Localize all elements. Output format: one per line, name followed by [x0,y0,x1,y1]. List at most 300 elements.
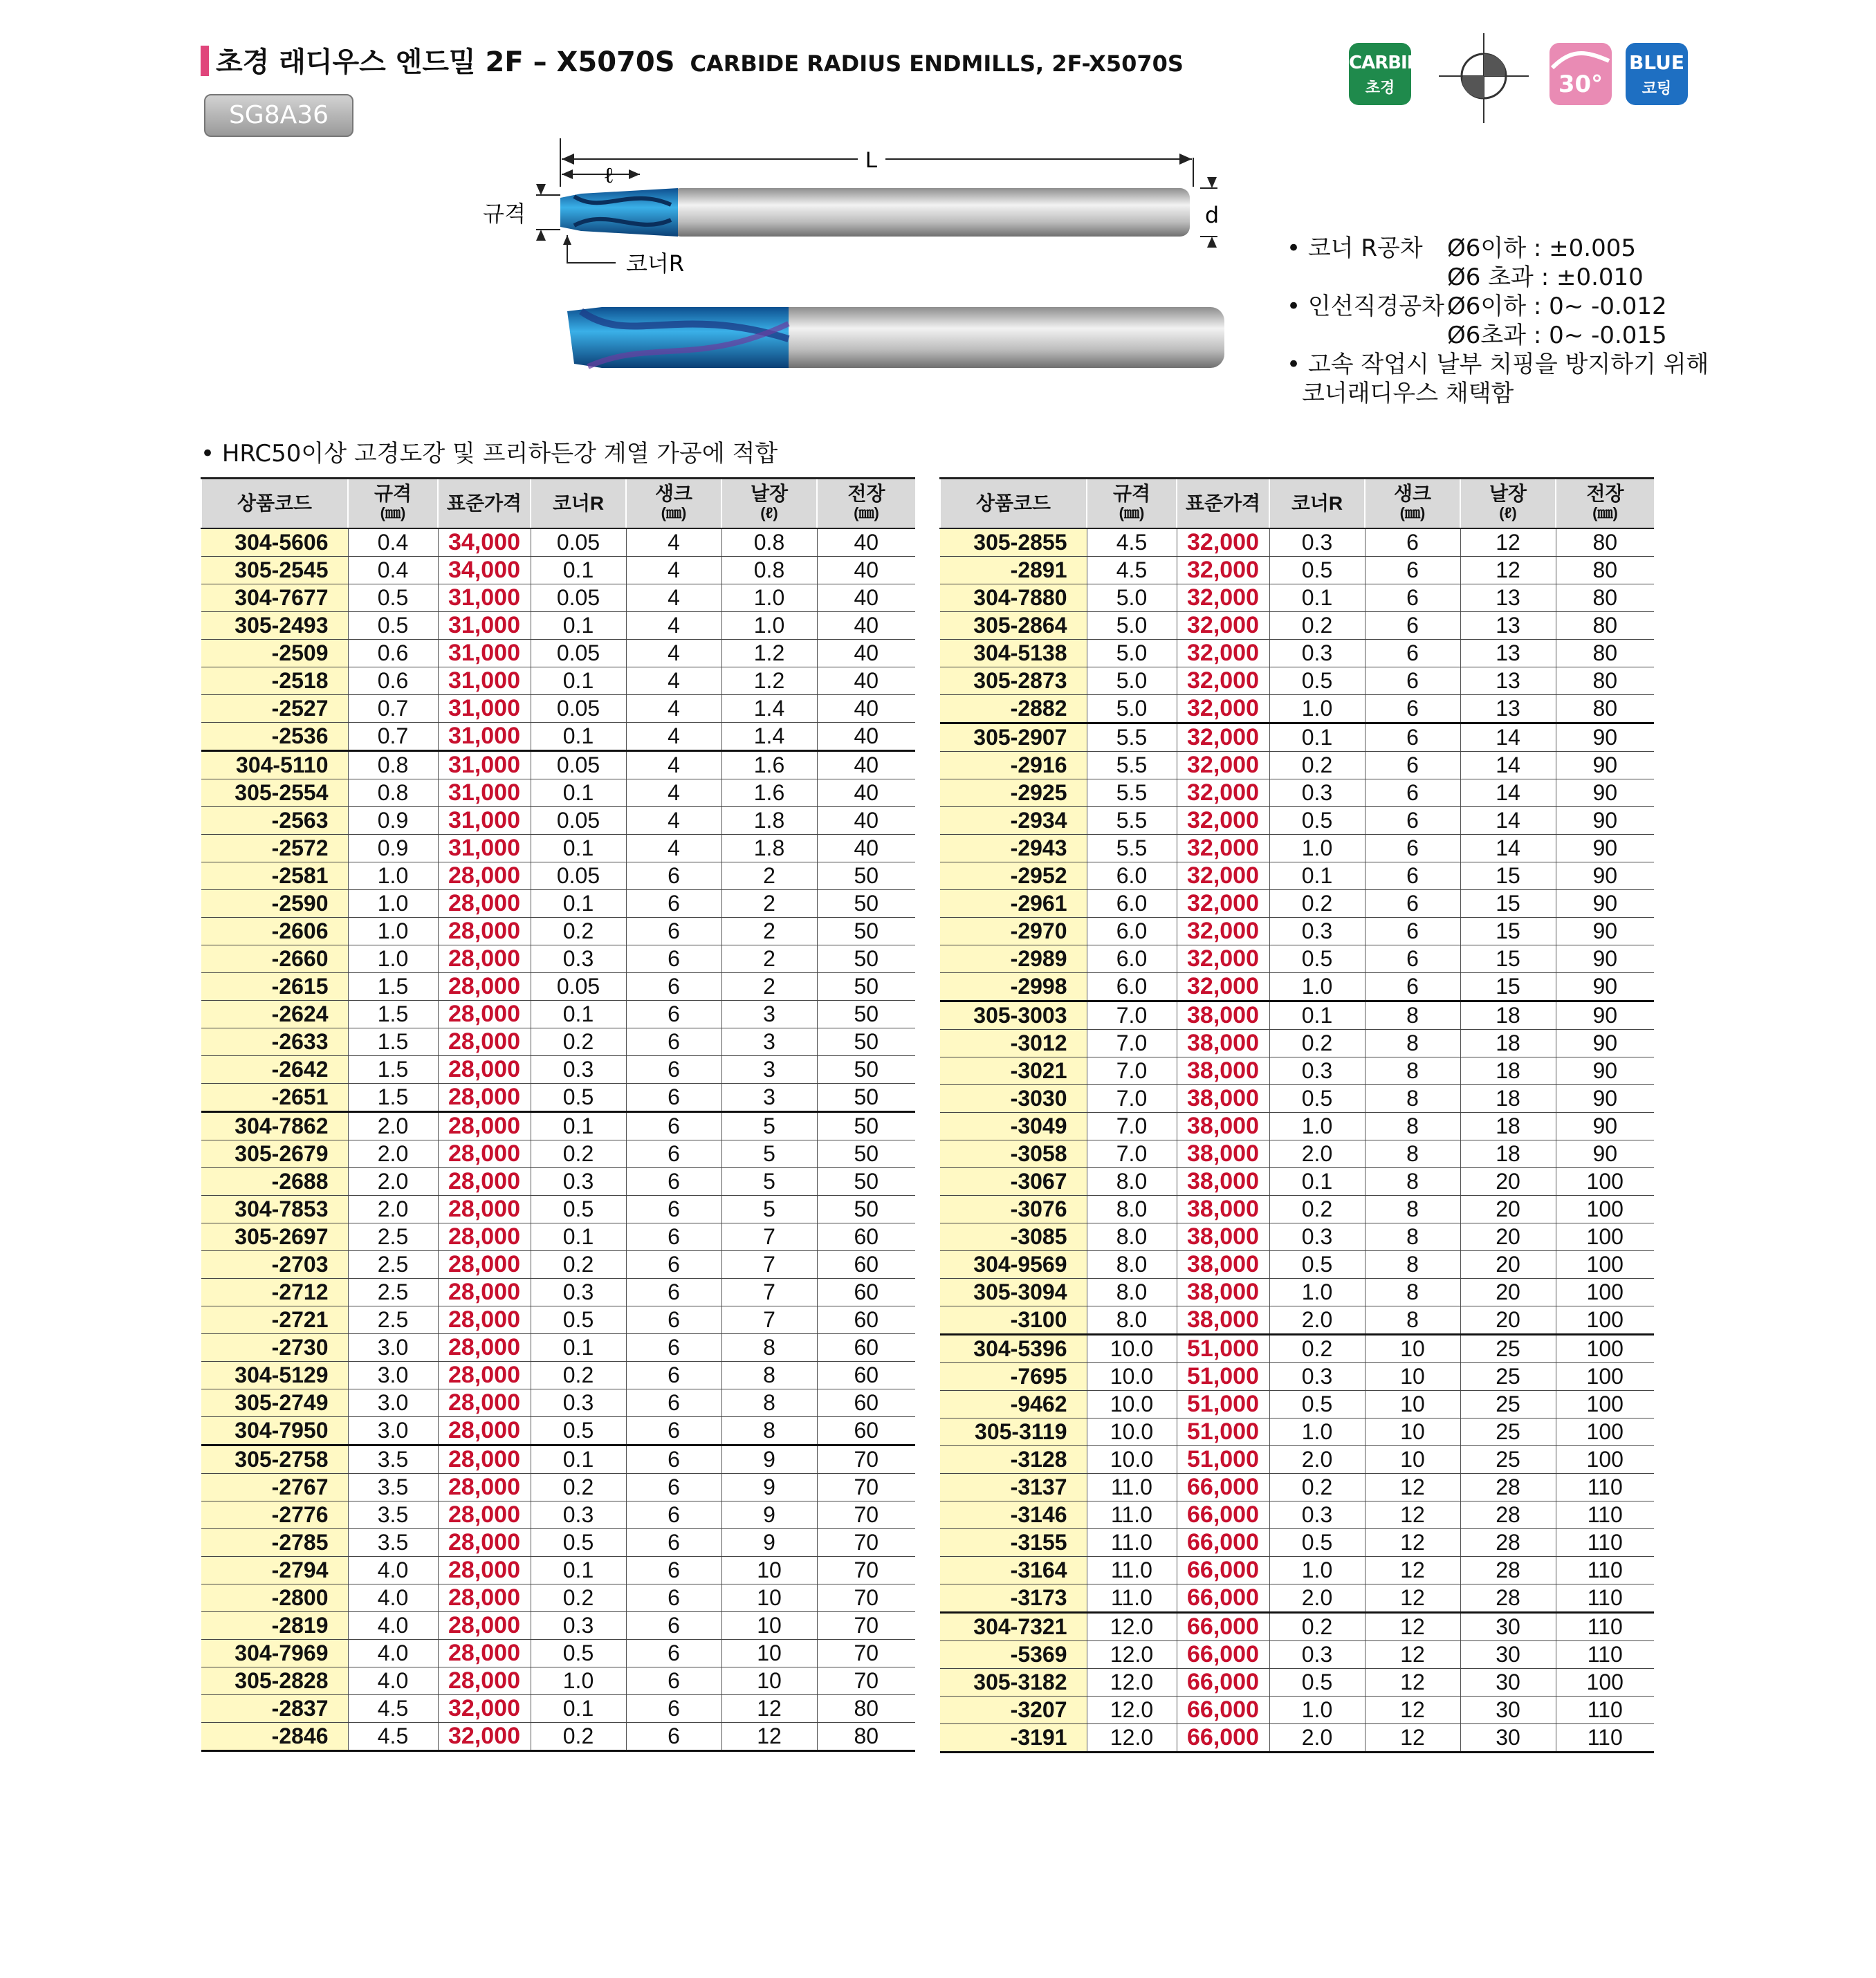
table-row [201,695,915,723]
cell-flute-length: 2 [721,862,817,890]
cell-size: 7.0 [1087,1030,1177,1057]
cell-corner-radius: 0.5 [1269,557,1365,584]
cell-size: 2.5 [348,1251,438,1279]
cell-overall-length: 60 [817,1362,915,1389]
cell-standard-price: 32,000 [438,1723,531,1751]
cell-overall-length: 80 [1556,667,1654,695]
cell-flute-length: 7 [721,1306,817,1334]
cell-shank: 4 [626,723,721,751]
cell-overall-length: 40 [817,528,915,557]
cell-overall-length: 80 [1556,528,1654,557]
cell-standard-price: 28,000 [438,1362,531,1389]
cell-product-code: 304-5110 [201,751,348,779]
cell-product-code: 304-7677 [201,584,348,612]
cell-shank: 8 [1365,1196,1460,1223]
cell-overall-length: 80 [817,1695,915,1723]
cell-corner-radius: 0.5 [1269,1085,1365,1113]
cell-product-code: 305-2493 [201,612,348,640]
cell-corner-radius: 0.1 [1269,723,1365,752]
title-english: CARBIDE RADIUS ENDMILLS, 2F-X5070S [690,50,1184,77]
cell-shank: 6 [1365,752,1460,779]
table-row [940,584,1654,612]
cell-corner-radius: 1.0 [1269,1279,1365,1306]
cell-overall-length: 90 [1556,723,1654,752]
cell-flute-length: 18 [1460,1140,1556,1168]
cell-product-code: 305-2873 [940,667,1087,695]
cell-flute-length: 20 [1460,1279,1556,1306]
cell-flute-length: 13 [1460,667,1556,695]
cell-corner-radius: 2.0 [1269,1306,1365,1335]
cell-shank: 6 [626,1695,721,1723]
table-row [201,557,915,584]
cell-size: 6.0 [1087,945,1177,973]
cell-overall-length: 110 [1556,1557,1654,1584]
cell-size: 7.0 [1087,1001,1177,1030]
header-overall-length [817,479,915,529]
cell-shank: 6 [1365,779,1460,807]
header-label: 표준가격 [446,492,522,514]
cell-corner-radius: 1.0 [531,1667,626,1695]
header-label: 날장 [1489,483,1527,504]
cell-flute-length: 3 [721,1028,817,1056]
header-label: 전장 [847,483,885,504]
cell-product-code: -3173 [940,1584,1087,1613]
cell-size: 0.9 [348,807,438,835]
cell-overall-length: 90 [1556,1030,1654,1057]
table-row [940,1140,1654,1168]
cell-size: 1.5 [348,973,438,1001]
cell-size: 12.0 [1087,1697,1177,1724]
table-row [201,667,915,695]
cell-overall-length: 100 [1556,1223,1654,1251]
header-shank [1365,479,1460,529]
cell-flute-length: 30 [1460,1724,1556,1753]
table-row [940,835,1654,862]
cell-shank: 8 [1365,1001,1460,1030]
table-row [201,973,915,1001]
cell-product-code: -3100 [940,1306,1087,1335]
cell-size: 5.5 [1087,807,1177,835]
cell-size: 5.5 [1087,835,1177,862]
cell-standard-price: 28,000 [438,1028,531,1056]
cell-size: 4.0 [348,1640,438,1667]
cell-standard-price: 28,000 [438,1168,531,1196]
cell-overall-length: 80 [1556,584,1654,612]
table-row [940,723,1654,752]
cell-shank: 10 [1365,1363,1460,1391]
cell-product-code: -2776 [201,1501,348,1529]
cell-corner-radius: 0.5 [531,1306,626,1334]
cell-product-code: 305-2679 [201,1140,348,1168]
cell-flute-length: 30 [1460,1613,1556,1641]
cell-size: 4.0 [348,1584,438,1612]
cell-size: 1.0 [348,890,438,918]
cell-overall-length: 110 [1556,1501,1654,1529]
cell-overall-length: 60 [817,1251,915,1279]
cell-corner-radius: 0.1 [531,890,626,918]
blue-coating-icon [1626,43,1688,105]
cell-size: 8.0 [1087,1168,1177,1196]
cell-flute-length: 20 [1460,1251,1556,1279]
application-note: • HRC50이상 고경도강 및 프리하든강 계열 가공에 적합 [201,440,778,468]
cell-flute-length: 10 [721,1557,817,1584]
cell-standard-price: 34,000 [438,528,531,557]
cell-size: 11.0 [1087,1474,1177,1501]
cell-product-code: -2943 [940,835,1087,862]
cell-flute-length: 1.6 [721,751,817,779]
cell-overall-length: 100 [1556,1279,1654,1306]
cell-standard-price: 28,000 [438,1389,531,1417]
cell-flute-length: 5 [721,1168,817,1196]
cell-standard-price: 28,000 [438,1417,531,1445]
cell-product-code: -2563 [201,807,348,835]
cell-corner-radius: 0.5 [1269,667,1365,695]
cell-corner-radius: 0.3 [531,1056,626,1084]
table-row [201,1667,915,1695]
cell-size: 5.5 [1087,779,1177,807]
cell-shank: 4 [626,807,721,835]
cell-flute-length: 13 [1460,640,1556,667]
cell-product-code: -3155 [940,1529,1087,1557]
cell-standard-price: 28,000 [438,1251,531,1279]
cell-corner-radius: 0.2 [1269,752,1365,779]
cell-flute-length: 12 [1460,557,1556,584]
cell-flute-length: 9 [721,1501,817,1529]
cell-flute-length: 10 [721,1584,817,1612]
header-corner-radius [531,479,626,529]
cell-overall-length: 100 [1556,1168,1654,1196]
table-row [940,1446,1654,1474]
cell-standard-price: 32,000 [1177,723,1269,752]
cell-flute-length: 1.2 [721,640,817,667]
cell-size: 2.0 [348,1112,438,1140]
cell-overall-length: 70 [817,1474,915,1501]
cell-overall-length: 100 [1556,1446,1654,1474]
cell-standard-price: 31,000 [438,640,531,667]
cell-overall-length: 110 [1556,1529,1654,1557]
cell-size: 5.0 [1087,695,1177,723]
title-accent-bar [201,46,209,76]
tolerance-notes [1287,234,1709,408]
cell-flute-length: 8 [721,1417,817,1445]
page-title [216,40,1184,80]
cell-flute-length: 15 [1460,918,1556,945]
cell-overall-length: 50 [817,945,915,973]
cell-flute-length: 28 [1460,1529,1556,1557]
cell-shank: 6 [1365,667,1460,695]
cell-size: 1.0 [348,918,438,945]
cell-flute-length: 10 [721,1640,817,1667]
cell-size: 7.0 [1087,1113,1177,1140]
cell-corner-radius: 0.3 [1269,1223,1365,1251]
cell-standard-price: 38,000 [1177,1030,1269,1057]
cell-overall-length: 40 [817,584,915,612]
cell-size: 2.0 [348,1196,438,1223]
cell-standard-price: 38,000 [1177,1168,1269,1196]
cell-corner-radius: 0.3 [1269,1641,1365,1669]
cell-shank: 12 [1365,1584,1460,1613]
cell-shank: 6 [1365,557,1460,584]
cell-standard-price: 28,000 [438,1306,531,1334]
cell-overall-length: 40 [817,807,915,835]
cell-product-code: 305-2907 [940,723,1087,752]
diameter-tolerance-1: Ø6이하 : 0~ -0.012 [1447,293,1667,320]
table-row [201,1001,915,1028]
cell-product-code: -2712 [201,1279,348,1306]
cell-standard-price: 51,000 [1177,1391,1269,1418]
cell-standard-price: 66,000 [1177,1501,1269,1529]
coating-icon-bottom: 코팅 [1642,80,1672,98]
cell-flute-length: 2 [721,890,817,918]
cell-flute-length: 25 [1460,1391,1556,1418]
cell-corner-radius: 0.05 [531,695,626,723]
cell-overall-length: 90 [1556,1001,1654,1030]
cell-standard-price: 31,000 [438,807,531,835]
cell-size: 12.0 [1087,1724,1177,1753]
cell-corner-radius: 0.3 [1269,1501,1365,1529]
header-label: 생크 [1393,483,1432,504]
cell-corner-radius: 0.05 [531,751,626,779]
cell-flute-length: 18 [1460,1113,1556,1140]
cell-product-code: -2518 [201,667,348,695]
table-row [201,1056,915,1084]
cell-standard-price: 38,000 [1177,1057,1269,1085]
cell-standard-price: 38,000 [1177,1113,1269,1140]
cell-standard-price: 38,000 [1177,1279,1269,1306]
cell-corner-radius: 0.2 [1269,1030,1365,1057]
diameter-tolerance-title: • 인선직경공차 [1287,293,1444,320]
cell-overall-length: 100 [1556,1196,1654,1223]
carbide-icon-bottom: 초경 [1365,80,1395,97]
cell-shank: 6 [626,1001,721,1028]
cell-corner-radius: 0.2 [531,1584,626,1612]
cell-size: 7.0 [1087,1057,1177,1085]
cell-product-code: -3128 [940,1446,1087,1474]
cell-shank: 6 [626,1584,721,1612]
cell-product-code: 305-2697 [201,1223,348,1251]
cell-product-code: -2651 [201,1084,348,1112]
cell-product-code: 304-7321 [940,1613,1087,1641]
cell-flute-length: 15 [1460,973,1556,1001]
cell-product-code: -2767 [201,1474,348,1501]
cell-shank: 12 [1365,1613,1460,1641]
header-label: 전장 [1586,483,1624,504]
cell-standard-price: 32,000 [1177,945,1269,973]
cell-corner-radius: 0.05 [531,862,626,890]
cell-shank: 4 [626,612,721,640]
cell-corner-radius: 0.3 [531,945,626,973]
cell-standard-price: 32,000 [1177,557,1269,584]
cell-corner-radius: 0.5 [531,1529,626,1557]
table-row [201,862,915,890]
cell-standard-price: 32,000 [1177,752,1269,779]
cell-size: 5.0 [1087,640,1177,667]
cell-shank: 6 [626,1223,721,1251]
cell-size: 0.8 [348,779,438,807]
cell-size: 3.5 [348,1474,438,1501]
cell-shank: 10 [1365,1446,1460,1474]
dim-ell-label: ℓ [603,162,614,188]
cell-corner-radius: 0.1 [531,1557,626,1584]
cell-standard-price: 31,000 [438,751,531,779]
cell-size: 11.0 [1087,1557,1177,1584]
spec-table-right [939,477,1654,1753]
cell-corner-radius: 0.2 [531,1140,626,1168]
cell-overall-length: 40 [817,612,915,640]
cell-overall-length: 100 [1556,1335,1654,1363]
cell-corner-radius: 0.2 [531,1474,626,1501]
cell-size: 10.0 [1087,1363,1177,1391]
cell-shank: 6 [626,1196,721,1223]
cell-overall-length: 90 [1556,779,1654,807]
cell-flute-length: 12 [721,1695,817,1723]
cell-size: 5.5 [1087,723,1177,752]
table-header-row [940,479,1654,529]
cell-overall-length: 40 [817,751,915,779]
cell-product-code: 304-9569 [940,1251,1087,1279]
cell-product-code: 305-2864 [940,612,1087,640]
cell-standard-price: 32,000 [1177,612,1269,640]
cell-product-code: -2970 [940,918,1087,945]
cell-standard-price: 31,000 [438,779,531,807]
cell-shank: 4 [626,835,721,862]
table-row [940,1030,1654,1057]
cell-flute-length: 10 [721,1612,817,1640]
cell-shank: 8 [1365,1168,1460,1196]
table-row [201,1084,915,1112]
table-row [940,1085,1654,1113]
cell-corner-radius: 2.0 [1269,1584,1365,1613]
cell-product-code: -2819 [201,1612,348,1640]
cell-corner-radius: 0.1 [531,667,626,695]
table-row [201,640,915,667]
cell-size: 4.0 [348,1667,438,1695]
cell-shank: 6 [1365,723,1460,752]
cell-standard-price: 51,000 [1177,1335,1269,1363]
cell-overall-length: 70 [817,1612,915,1640]
table-row [201,1334,915,1362]
cell-corner-radius: 0.1 [531,1001,626,1028]
header-unit: (㎜) [854,504,879,521]
cell-flute-length: 18 [1460,1057,1556,1085]
table-row [201,1168,915,1196]
table-row [940,1613,1654,1641]
cell-standard-price: 51,000 [1177,1418,1269,1446]
cell-overall-length: 80 [1556,612,1654,640]
two-flute-icon [1432,33,1536,123]
cell-overall-length: 80 [1556,695,1654,723]
cell-shank: 10 [1365,1418,1460,1446]
cell-product-code: -3030 [940,1085,1087,1113]
cell-product-code: 305-2758 [201,1445,348,1474]
table-row [940,862,1654,890]
cell-product-code: -2934 [940,807,1087,835]
cell-shank: 8 [1365,1279,1460,1306]
cell-shank: 6 [626,862,721,890]
table-row [940,528,1654,557]
table-row [201,1612,915,1640]
cell-overall-length: 100 [1556,1363,1654,1391]
cell-product-code: -2916 [940,752,1087,779]
cell-shank: 6 [1365,973,1460,1001]
table-row [201,612,915,640]
cell-overall-length: 70 [817,1445,915,1474]
cell-overall-length: 100 [1556,1306,1654,1335]
cell-overall-length: 50 [817,918,915,945]
cell-flute-length: 13 [1460,695,1556,723]
cell-corner-radius: 1.0 [1269,973,1365,1001]
cell-size: 0.8 [348,751,438,779]
cell-flute-length: 1.2 [721,667,817,695]
header-label: 날장 [750,483,789,504]
cell-product-code: -3076 [940,1196,1087,1223]
cell-corner-radius: 1.0 [1269,1113,1365,1140]
cell-shank: 6 [1365,890,1460,918]
cell-standard-price: 66,000 [1177,1641,1269,1669]
table-row [940,1279,1654,1306]
cell-product-code: -5369 [940,1641,1087,1669]
cell-corner-radius: 0.5 [1269,807,1365,835]
cell-shank: 6 [626,1306,721,1334]
cell-overall-length: 70 [817,1667,915,1695]
cell-flute-length: 30 [1460,1641,1556,1669]
table-row [201,1251,915,1279]
cell-overall-length: 90 [1556,835,1654,862]
cell-flute-length: 5 [721,1140,817,1168]
cell-flute-length: 25 [1460,1335,1556,1363]
cell-standard-price: 28,000 [438,1334,531,1362]
cell-size: 8.0 [1087,1251,1177,1279]
cell-product-code: -2703 [201,1251,348,1279]
cell-standard-price: 28,000 [438,1196,531,1223]
cell-corner-radius: 0.2 [1269,1335,1365,1363]
cell-product-code: 305-3094 [940,1279,1087,1306]
cell-standard-price: 32,000 [1177,640,1269,667]
cell-corner-radius: 0.1 [531,612,626,640]
cell-standard-price: 32,000 [1177,890,1269,918]
cell-flute-length: 20 [1460,1168,1556,1196]
cell-product-code: -2730 [201,1334,348,1362]
cell-size: 0.5 [348,612,438,640]
cell-product-code: 304-5138 [940,640,1087,667]
cell-size: 11.0 [1087,1584,1177,1613]
cell-product-code: -2721 [201,1306,348,1334]
cell-flute-length: 8 [721,1362,817,1389]
cell-overall-length: 70 [817,1557,915,1584]
cell-corner-radius: 0.1 [531,1223,626,1251]
cell-size: 2.0 [348,1168,438,1196]
cell-size: 3.0 [348,1417,438,1445]
header-label: 표준가격 [1185,492,1261,514]
cell-corner-radius: 0.1 [1269,1001,1365,1030]
cell-shank: 4 [626,640,721,667]
cell-standard-price: 28,000 [438,1223,531,1251]
cell-shank: 6 [626,1334,721,1362]
cell-shank: 6 [1365,807,1460,835]
cell-overall-length: 80 [817,1723,915,1751]
cell-standard-price: 28,000 [438,862,531,890]
corner-tolerance-title: • 코너 R공차 [1287,234,1423,262]
table-row [201,918,915,945]
cell-standard-price: 31,000 [438,584,531,612]
cell-shank: 6 [626,1501,721,1529]
table-row [940,1529,1654,1557]
cell-product-code: -2882 [940,695,1087,723]
cell-product-code: -2615 [201,973,348,1001]
table-row [201,1723,915,1751]
cell-size: 1.0 [348,862,438,890]
cell-flute-length: 2 [721,945,817,973]
